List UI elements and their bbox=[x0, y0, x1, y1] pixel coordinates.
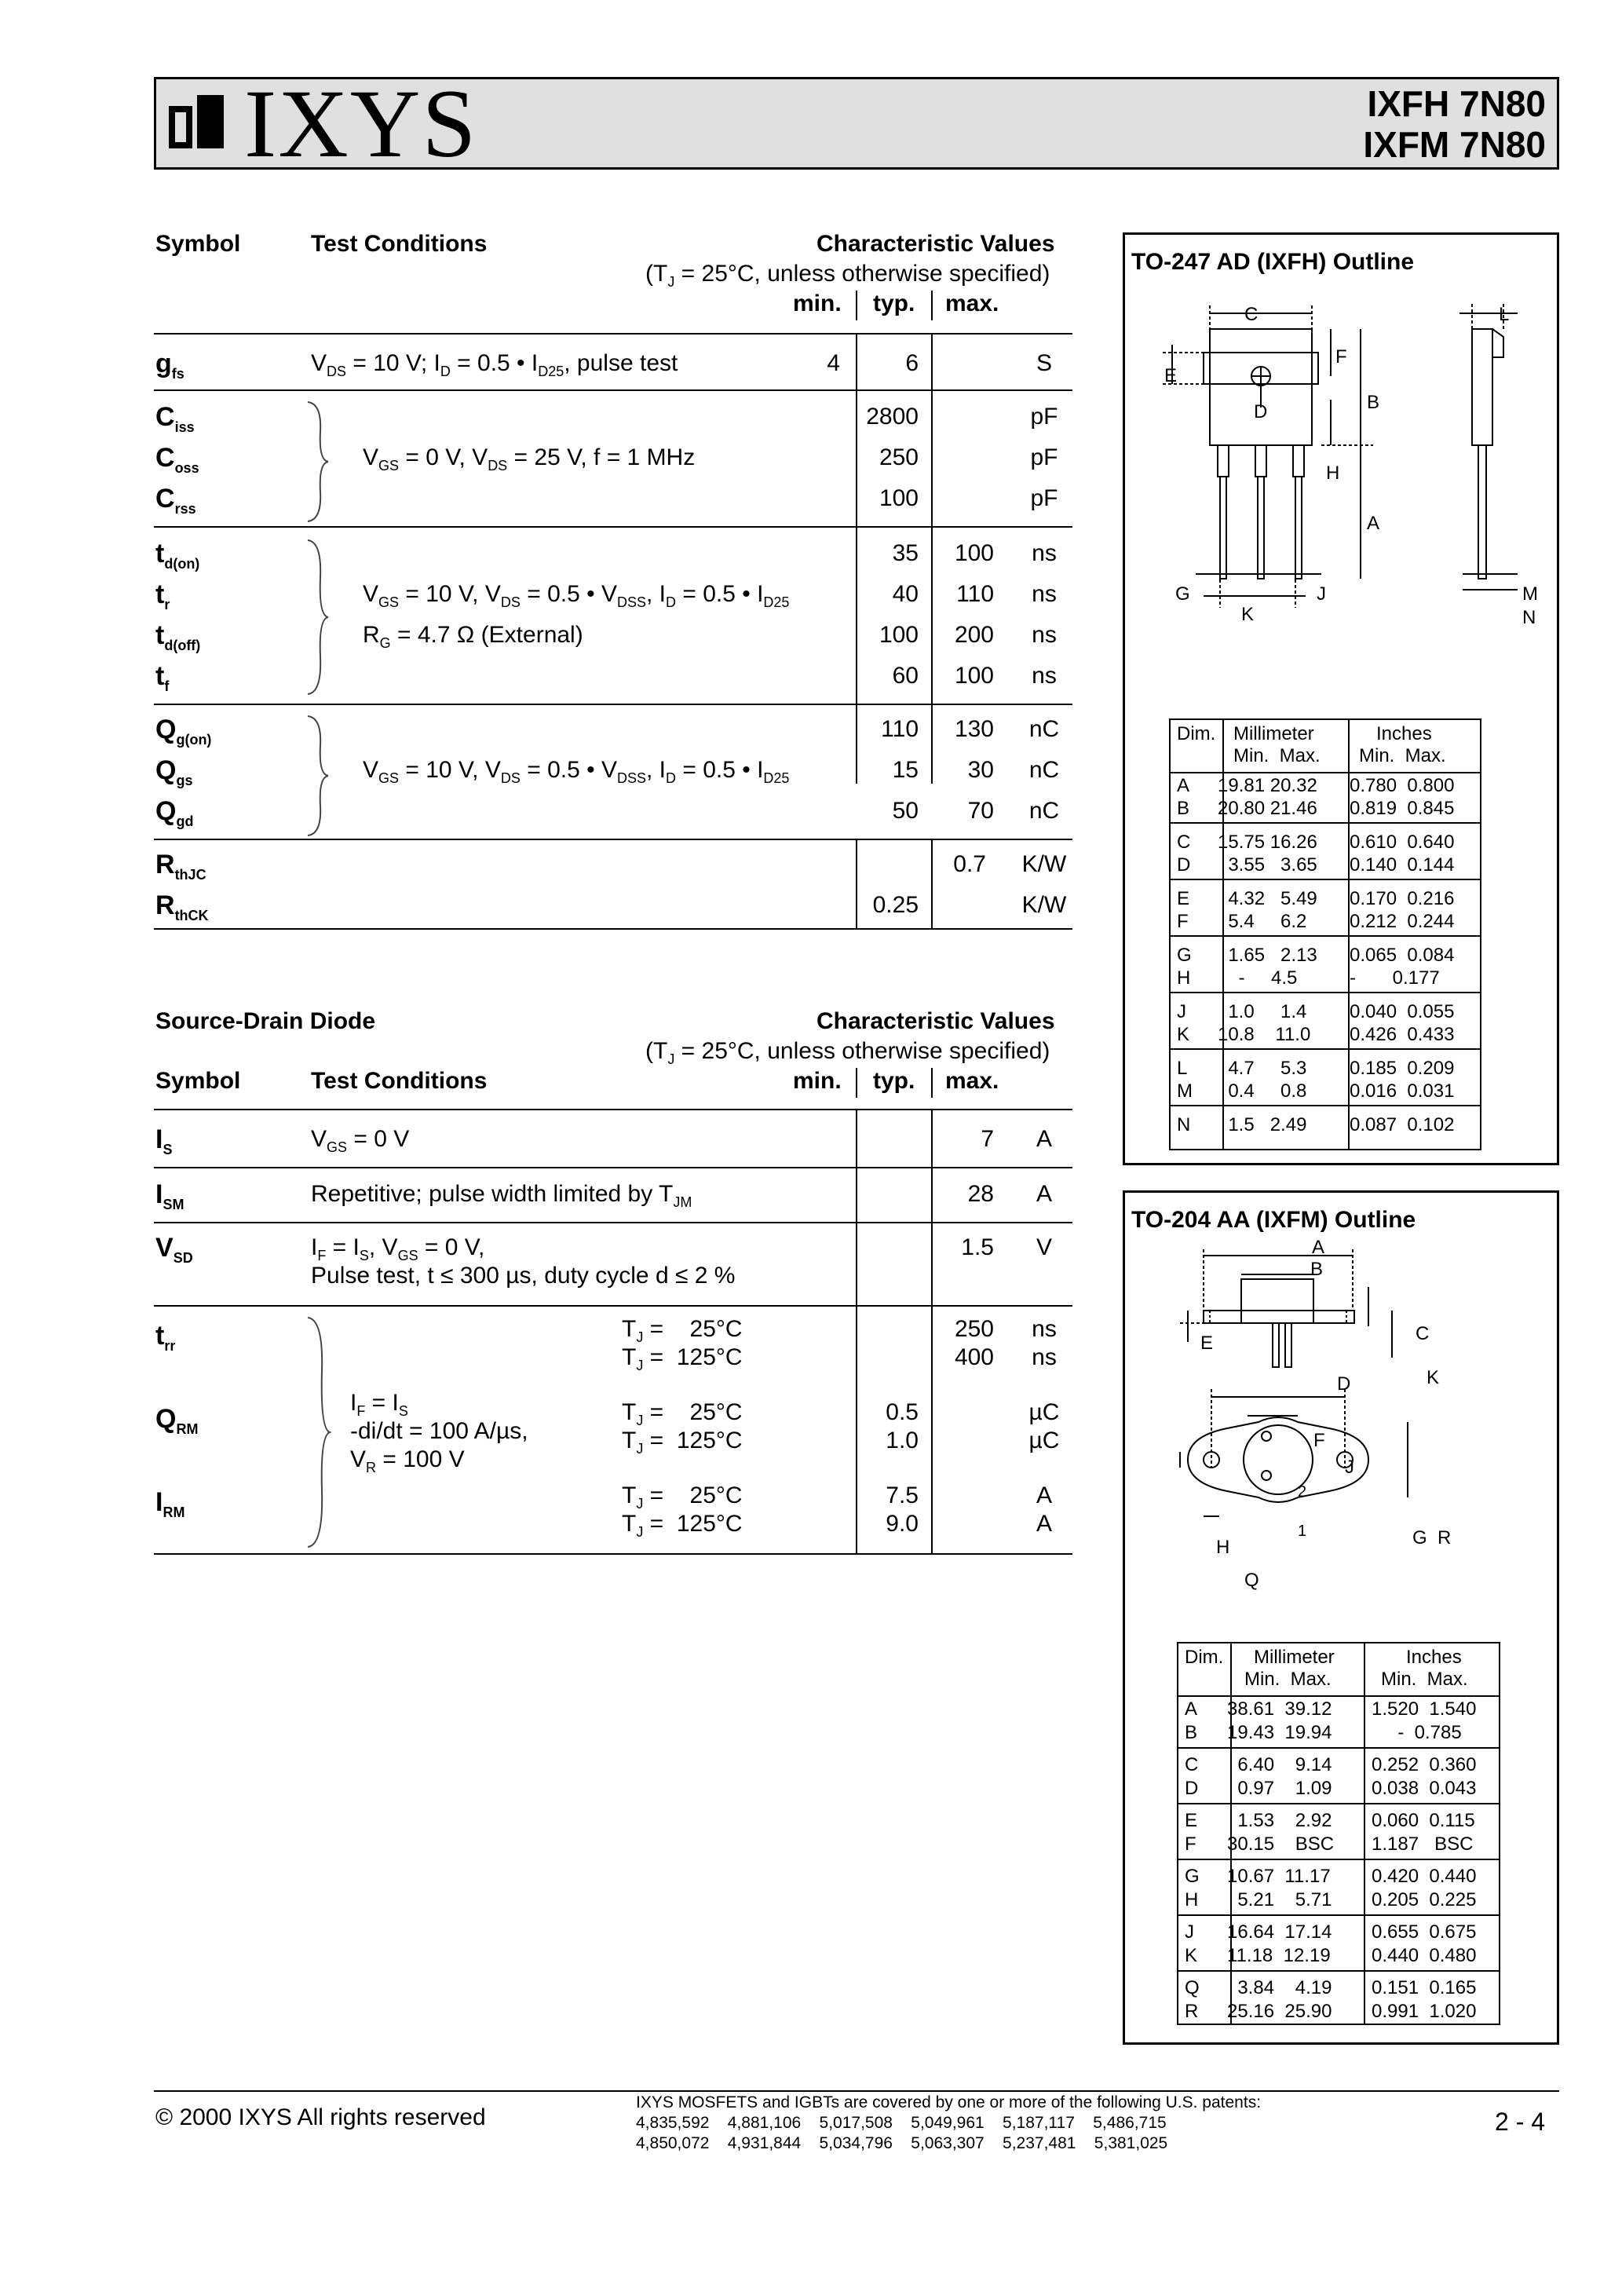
crss-unit: pF bbox=[1030, 485, 1058, 511]
brace-icon bbox=[306, 1316, 331, 1548]
ciss-typ: 2800 bbox=[866, 404, 919, 430]
table-column-line bbox=[1230, 1643, 1232, 2024]
to247-header-mm: Millimeter bbox=[1233, 723, 1314, 744]
dim-table-cell: D bbox=[1185, 1778, 1199, 1799]
conditions-note: ($T_J = 25^\circ C$, unless otherwise specified) bbox=[645, 261, 1050, 290]
dim-table-cell: 0.151 0.165 bbox=[1372, 1977, 1477, 1998]
qgs-typ: 15 bbox=[892, 757, 919, 783]
dim-table-cell: - 4.5 bbox=[1218, 967, 1298, 989]
to204-pin-label-1: 1 bbox=[1298, 1523, 1307, 1540]
qgd-typ: 50 bbox=[892, 798, 919, 824]
rthjc-max: 0.7 bbox=[953, 851, 986, 877]
to204-outline-panel bbox=[1123, 1190, 1559, 2045]
gfs-min: 4 bbox=[827, 350, 840, 376]
tf-max: 100 bbox=[954, 663, 994, 689]
symbol-tdon: $t_{d(on)}$ bbox=[155, 539, 200, 572]
to204-header-inch: Inches bbox=[1406, 1647, 1462, 1668]
to247-header-dim: Dim. bbox=[1177, 723, 1216, 744]
dim-table-cell: 10.67 11.17 bbox=[1227, 1866, 1331, 1887]
table-divider bbox=[1178, 1859, 1499, 1860]
dim-table-cell: 1.0 1.4 bbox=[1218, 1001, 1307, 1022]
diode-col-header-typ: typ. bbox=[873, 1068, 915, 1094]
dim-table-cell: 1.65 2.13 bbox=[1218, 945, 1317, 966]
dim-table-cell: J bbox=[1185, 1921, 1194, 1943]
dim-table-cell: Q bbox=[1185, 1977, 1200, 1998]
dim-table-cell: H bbox=[1177, 967, 1191, 989]
to204-header-mm: Millimeter bbox=[1254, 1647, 1335, 1668]
dim-table-cell: C bbox=[1177, 832, 1191, 853]
symbol-is: $I_S$ bbox=[155, 1124, 173, 1157]
patents-row-1: 4,835,592 4,881,106 5,017,508 5,049,961 5,187,117 5,486,715 bbox=[636, 2114, 1167, 2132]
trr-unit-25: ns bbox=[1032, 1316, 1057, 1342]
table-divider bbox=[1171, 935, 1480, 937]
dim-table-cell: 0.065 0.084 bbox=[1350, 945, 1455, 966]
symbol-tdoff: $t_{d(off)}$ bbox=[155, 620, 201, 653]
to204-dim-label-d: D bbox=[1337, 1373, 1351, 1395]
trr-cond-125: $T_J = 125^\circ C$ bbox=[622, 1344, 743, 1373]
dim-table-cell: 3.55 3.65 bbox=[1218, 854, 1317, 876]
to247-dimension-table bbox=[1169, 718, 1481, 1150]
irm-typ-125: 9.0 bbox=[886, 1511, 919, 1537]
table-column-line bbox=[1222, 720, 1224, 1149]
coss-unit: pF bbox=[1030, 444, 1058, 470]
qgd-max: 70 bbox=[967, 798, 994, 824]
dim-table-cell: 0.038 0.043 bbox=[1372, 1778, 1477, 1799]
dim-table-cell: D bbox=[1177, 854, 1191, 876]
qrm-typ-125: 1.0 bbox=[886, 1428, 919, 1453]
dim-table-cell: 30.15 BSC bbox=[1227, 1834, 1335, 1855]
dim-table-cell: F bbox=[1185, 1834, 1196, 1855]
to247-title: TO-247 AD (IXFH) Outline bbox=[1131, 249, 1415, 275]
to204-dim-label-b: B bbox=[1310, 1259, 1324, 1280]
tdon-max: 100 bbox=[954, 540, 994, 566]
qgon-typ: 110 bbox=[881, 716, 919, 742]
qgd-unit: nC bbox=[1028, 798, 1060, 824]
symbol-crss: $C_{rss}$ bbox=[155, 484, 196, 517]
symbol-qrm: $Q_{RM}$ bbox=[155, 1404, 199, 1437]
to247-dim-label-j: J bbox=[1317, 583, 1326, 605]
dim-table-cell: 0.140 0.144 bbox=[1350, 854, 1455, 876]
to204-dim-label-r: R bbox=[1438, 1527, 1452, 1548]
trr-cond-25: $T_J$ = 25°C bbox=[622, 1316, 743, 1345]
tdon-typ: 35 bbox=[892, 540, 919, 566]
vsd-unit: V bbox=[1036, 1234, 1052, 1260]
to247-outline-panel bbox=[1123, 232, 1559, 1165]
is-unit: A bbox=[1036, 1126, 1052, 1152]
dim-table-cell: E bbox=[1185, 1810, 1198, 1831]
table-divider bbox=[1178, 1747, 1499, 1749]
table-divider bbox=[1171, 1105, 1480, 1106]
condition-if: $I_F = I_S$ bbox=[350, 1390, 408, 1419]
dim-table-cell: E bbox=[1177, 888, 1190, 909]
to204-dim-label-e: E bbox=[1200, 1333, 1214, 1354]
table-divider bbox=[1171, 992, 1480, 993]
table-divider bbox=[1178, 1803, 1499, 1804]
qrm-unit-25: µC bbox=[1028, 1399, 1060, 1425]
dim-table-cell: 0.040 0.055 bbox=[1350, 1001, 1455, 1022]
qgon-max: 130 bbox=[954, 716, 994, 742]
table-divider bbox=[1171, 822, 1480, 824]
table-column-line bbox=[1364, 1643, 1365, 2024]
symbol-ism: $I_{SM}$ bbox=[155, 1179, 184, 1212]
to204-dim-label-j: J bbox=[1345, 1457, 1354, 1478]
diode-col-header-test: Test Conditions bbox=[311, 1068, 488, 1094]
qrm-unit-125: µC bbox=[1028, 1428, 1060, 1453]
symbol-rthck: $R_{thCK}$ bbox=[155, 890, 209, 923]
brace-icon bbox=[306, 715, 330, 837]
brace-icon bbox=[306, 539, 330, 696]
symbol-tf: $t_f$ bbox=[155, 661, 170, 694]
symbol-gfs: $g_{fs}$ bbox=[155, 349, 184, 382]
qrm-cond-25: $T_J$ = 25°C bbox=[622, 1399, 743, 1428]
dim-table-cell: 0.170 0.216 bbox=[1350, 888, 1455, 909]
dim-table-cell: A bbox=[1185, 1698, 1198, 1720]
condition-is: $V_{GS} = 0$ V bbox=[311, 1126, 410, 1155]
table-divider bbox=[1171, 879, 1480, 880]
tdoff-unit: ns bbox=[1032, 622, 1057, 648]
irm-typ-25: 7.5 bbox=[886, 1483, 919, 1508]
irm-cond-125: $T_J = 125^\circ C$ bbox=[622, 1511, 743, 1540]
to204-dim-label-a: A bbox=[1312, 1237, 1325, 1258]
to247-header-inch: Inches bbox=[1376, 723, 1432, 744]
col-header-min: min. bbox=[793, 291, 842, 316]
condition-gfs: $V_{DS} = 10$ V; $I_D = 0.5$ • $I_{D25}$, pulse test bbox=[311, 350, 678, 379]
to204-header-mm-minmax: Min. Max. bbox=[1244, 1669, 1332, 1690]
gfs-unit: S bbox=[1036, 350, 1052, 376]
page-number: 2 - 4 bbox=[1495, 2108, 1546, 2136]
brand-name: IXYS bbox=[244, 70, 478, 177]
tf-unit: ns bbox=[1032, 663, 1057, 689]
symbol-coss: $C_{oss}$ bbox=[155, 443, 199, 476]
qrm-cond-125: $T_J = 125^\circ C$ bbox=[622, 1428, 743, 1457]
trr-max-125: 400 bbox=[954, 1344, 994, 1370]
to247-dim-label-b: B bbox=[1367, 392, 1380, 413]
table-divider bbox=[1171, 1048, 1480, 1050]
dim-table-cell: 1.53 2.92 bbox=[1227, 1810, 1332, 1831]
gfs-typ: 6 bbox=[905, 350, 919, 376]
symbol-trr: $t_{rr}$ bbox=[155, 1321, 176, 1354]
dim-table-cell: 0.610 0.640 bbox=[1350, 832, 1455, 853]
condition-vsd-1: $I_F = I_S$, $V_{GS} = 0$ V, bbox=[311, 1234, 485, 1263]
irm-unit-25: A bbox=[1036, 1483, 1052, 1508]
dim-table-cell: M bbox=[1177, 1080, 1193, 1102]
patent-notice: IXYS MOSFETS and IGBTs are covered by one or more of the following U.S. patents: bbox=[636, 2093, 1262, 2111]
symbol-ciss: $C_{iss}$ bbox=[155, 402, 195, 435]
to204-title: TO-204 AA (IXFM) Outline bbox=[1131, 1207, 1416, 1233]
dim-table-cell: 6.40 9.14 bbox=[1227, 1754, 1332, 1775]
dim-table-cell: 19.81 20.32 bbox=[1218, 775, 1317, 796]
to247-dim-label-c: C bbox=[1244, 304, 1259, 325]
to247-dim-label-e: E bbox=[1164, 365, 1178, 386]
dim-table-cell: 0.087 0.102 bbox=[1350, 1114, 1455, 1135]
condition-vr: $V_R = 100$ V bbox=[350, 1446, 465, 1475]
dim-table-cell: B bbox=[1177, 798, 1190, 819]
to204-dim-label-h: H bbox=[1216, 1537, 1230, 1558]
coss-typ: 250 bbox=[879, 444, 919, 470]
dim-table-cell: 20.80 21.46 bbox=[1218, 798, 1317, 819]
dim-table-cell: H bbox=[1185, 1889, 1199, 1910]
diode-col-header-symbol: Symbol bbox=[155, 1068, 241, 1094]
rthjc-unit: K/W bbox=[1021, 851, 1067, 877]
diode-conditions-note: ($T_J = 25^\circ C$, unless otherwise specified) bbox=[645, 1038, 1050, 1067]
symbol-irm: $I_{RM}$ bbox=[155, 1487, 185, 1520]
crss-typ: 100 bbox=[879, 485, 919, 511]
dim-table-cell: N bbox=[1177, 1114, 1191, 1135]
to204-dimension-table bbox=[1177, 1642, 1500, 2025]
table-divider bbox=[1178, 1914, 1499, 1916]
copyright: © 2000 IXYS All rights reserved bbox=[155, 2104, 486, 2130]
dim-table-cell: 25.16 25.90 bbox=[1227, 2001, 1332, 2022]
ixys-logo-icon bbox=[169, 95, 224, 148]
to204-header-inch-minmax: Min. Max. bbox=[1381, 1669, 1468, 1690]
trr-unit-125: ns bbox=[1032, 1344, 1057, 1370]
dim-table-cell: 10.8 11.0 bbox=[1218, 1024, 1311, 1045]
part-number-2: IXFM 7N80 bbox=[1363, 124, 1546, 165]
dim-table-cell: 0.060 0.115 bbox=[1372, 1810, 1475, 1831]
dim-table-cell: 0.655 0.675 bbox=[1372, 1921, 1477, 1943]
condition-switching-2: $R_G = 4.7$ Ω (External) bbox=[363, 622, 583, 651]
diode-col-header-min: min. bbox=[793, 1068, 842, 1094]
to247-dim-label-h: H bbox=[1326, 462, 1340, 484]
dim-table-cell: A bbox=[1177, 775, 1190, 796]
dim-table-cell: 4.32 5.49 bbox=[1218, 888, 1317, 909]
to247-dim-label-d: D bbox=[1254, 401, 1268, 422]
dim-table-cell: 1.5 2.49 bbox=[1218, 1114, 1307, 1135]
tdoff-max: 200 bbox=[954, 622, 994, 648]
dim-table-cell: 16.64 17.14 bbox=[1227, 1921, 1332, 1943]
dim-table-cell: 0.4 0.8 bbox=[1218, 1080, 1307, 1102]
table-divider bbox=[1178, 1695, 1499, 1697]
dim-table-cell: 4.7 5.3 bbox=[1218, 1058, 1307, 1079]
symbol-vsd: $V_{SD}$ bbox=[155, 1233, 193, 1266]
irm-cond-25: $T_J$ = 25°C bbox=[622, 1483, 743, 1512]
symbol-qgs: $Q_{gs}$ bbox=[155, 755, 193, 788]
symbol-qgon: $Q_{g(on)}$ bbox=[155, 715, 212, 748]
dim-table-cell: 38.61 39.12 bbox=[1227, 1698, 1332, 1720]
to247-dim-label-g: G bbox=[1175, 583, 1190, 605]
rthck-typ: 0.25 bbox=[872, 892, 919, 918]
qgon-unit: nC bbox=[1028, 716, 1060, 742]
col-header-symbol: Symbol bbox=[155, 231, 241, 257]
dim-table-cell: 11.18 12.19 bbox=[1227, 1945, 1331, 1966]
dim-table-cell: L bbox=[1177, 1058, 1188, 1079]
to204-dim-label-k: K bbox=[1427, 1367, 1440, 1388]
dim-table-cell: G bbox=[1185, 1866, 1200, 1887]
part-number-1: IXFH 7N80 bbox=[1367, 83, 1546, 124]
to247-header-mm-minmax: Min. Max. bbox=[1233, 745, 1321, 766]
col-header-max: max. bbox=[945, 291, 999, 316]
table-divider bbox=[1171, 772, 1480, 773]
condition-ism: Repetitive; pulse width limited by $T_{JM}$ bbox=[311, 1181, 692, 1210]
condition-didt: -di/dt = 100 A/µs, bbox=[350, 1418, 528, 1444]
ism-unit: A bbox=[1036, 1181, 1052, 1207]
header-banner bbox=[154, 70, 1559, 177]
diode-title: Source-Drain Diode bbox=[155, 1008, 376, 1034]
ciss-unit: pF bbox=[1030, 404, 1058, 430]
dim-table-cell: - 0.785 bbox=[1372, 1722, 1462, 1743]
condition-gate-charge: $V_{GS} = 10$ V, $V_{DS} = 0.5$ • $V_{DSS}$, $I_D = 0.5$ • $I_{D25}$ bbox=[363, 757, 790, 786]
col-header-test-conditions: Test Conditions bbox=[311, 231, 488, 257]
ism-max: 28 bbox=[967, 1181, 994, 1207]
tdon-unit: ns bbox=[1032, 540, 1057, 566]
col-header-typ: typ. bbox=[873, 291, 915, 316]
dim-table-cell: C bbox=[1185, 1754, 1199, 1775]
is-max: 7 bbox=[981, 1126, 994, 1152]
dim-table-cell: 0.440 0.480 bbox=[1372, 1945, 1477, 1966]
dim-table-cell: 0.780 0.800 bbox=[1350, 775, 1455, 796]
table-column-line bbox=[1348, 720, 1350, 1149]
col-header-characteristic-values: Characteristic Values bbox=[816, 231, 1055, 257]
patents-row-2: 4,850,072 4,931,844 5,034,796 5,063,307 5,237,481 5,381,025 bbox=[636, 2134, 1168, 2152]
dim-table-cell: 5.21 5.71 bbox=[1227, 1889, 1332, 1910]
qgs-max: 30 bbox=[967, 757, 994, 783]
dim-table-cell: 0.185 0.209 bbox=[1350, 1058, 1455, 1079]
dim-table-cell: 0.205 0.225 bbox=[1372, 1889, 1477, 1910]
to204-dim-label-c: C bbox=[1416, 1323, 1430, 1344]
dim-table-cell: 0.991 1.020 bbox=[1372, 2001, 1477, 2022]
dim-table-cell: - 0.177 bbox=[1350, 967, 1440, 989]
diode-col-header-max: max. bbox=[945, 1068, 999, 1094]
brace-icon bbox=[306, 400, 330, 523]
trr-max-25: 250 bbox=[954, 1316, 994, 1342]
tdoff-typ: 100 bbox=[879, 622, 919, 648]
dim-table-cell: 0.252 0.360 bbox=[1372, 1754, 1477, 1775]
dim-table-cell: 0.016 0.031 bbox=[1350, 1080, 1455, 1102]
dim-table-cell: R bbox=[1185, 2001, 1199, 2022]
symbol-rthjc: $R_{thJC}$ bbox=[155, 850, 206, 883]
dim-table-cell: K bbox=[1177, 1024, 1190, 1045]
symbol-qgd: $Q_{gd}$ bbox=[155, 796, 194, 829]
rthck-unit: K/W bbox=[1021, 892, 1067, 918]
to247-dim-label-m: M bbox=[1522, 583, 1538, 605]
dim-table-cell: 0.426 0.433 bbox=[1350, 1024, 1455, 1045]
dim-table-cell: 3.84 4.19 bbox=[1227, 1977, 1332, 1998]
table-divider bbox=[1178, 1970, 1499, 1972]
irm-unit-125: A bbox=[1036, 1511, 1052, 1537]
dim-table-cell: F bbox=[1177, 911, 1189, 932]
to247-dim-label-f: F bbox=[1335, 346, 1347, 367]
dim-table-cell: 0.420 0.440 bbox=[1372, 1866, 1477, 1887]
qgs-unit: nC bbox=[1028, 757, 1060, 783]
to204-dim-label-q: Q bbox=[1244, 1570, 1259, 1591]
to204-dim-label-f: F bbox=[1313, 1430, 1325, 1451]
tr-typ: 40 bbox=[892, 581, 919, 607]
dim-table-cell: 5.4 6.2 bbox=[1218, 911, 1307, 932]
condition-vsd-2: Pulse test, t ≤ 300 µs, duty cycle d ≤ 2 % bbox=[311, 1263, 736, 1289]
dim-table-cell: 19.43 19.94 bbox=[1227, 1722, 1332, 1743]
to247-dim-label-k: K bbox=[1241, 604, 1255, 625]
dim-table-cell: 15.75 16.26 bbox=[1218, 832, 1317, 853]
vsd-max: 1.5 bbox=[961, 1234, 994, 1260]
tr-unit: ns bbox=[1032, 581, 1057, 607]
dim-table-cell: 1.520 1.540 bbox=[1372, 1698, 1477, 1720]
diode-col-header-characteristic-values: Characteristic Values bbox=[816, 1008, 1055, 1034]
tf-typ: 60 bbox=[892, 663, 919, 689]
to247-dim-label-a: A bbox=[1367, 513, 1380, 534]
to247-header-inch-minmax: Min. Max. bbox=[1359, 745, 1446, 766]
symbol-tr: $t_r$ bbox=[155, 579, 170, 612]
to204-dim-label-g: G bbox=[1412, 1527, 1427, 1548]
condition-capacitance: $V_{GS} = 0$ V, $V_{DS} = 25$ V, f = 1 MHz bbox=[363, 444, 696, 473]
dim-table-cell: K bbox=[1185, 1945, 1198, 1966]
dim-table-cell: G bbox=[1177, 945, 1192, 966]
condition-switching-1: $V_{GS} = 10$ V, $V_{DS} = 0.5$ • $V_{DSS}$, $I_D = 0.5$ • $I_{D25}$ bbox=[363, 581, 790, 610]
qrm-typ-25: 0.5 bbox=[886, 1399, 919, 1425]
dim-table-cell: B bbox=[1185, 1722, 1198, 1743]
to247-dim-label-l: L bbox=[1499, 304, 1510, 325]
dim-table-cell: 0.212 0.244 bbox=[1350, 911, 1455, 932]
tr-max: 110 bbox=[956, 581, 994, 607]
dim-table-cell: 0.97 1.09 bbox=[1227, 1778, 1332, 1799]
to204-pin-label-2: 2 bbox=[1298, 1483, 1307, 1501]
dim-table-cell: J bbox=[1177, 1001, 1186, 1022]
to204-header-dim: Dim. bbox=[1185, 1647, 1224, 1668]
dim-table-cell: 0.819 0.845 bbox=[1350, 798, 1455, 819]
dim-table-cell: 1.187 BSC bbox=[1372, 1834, 1474, 1855]
to247-dim-label-n: N bbox=[1522, 607, 1536, 628]
